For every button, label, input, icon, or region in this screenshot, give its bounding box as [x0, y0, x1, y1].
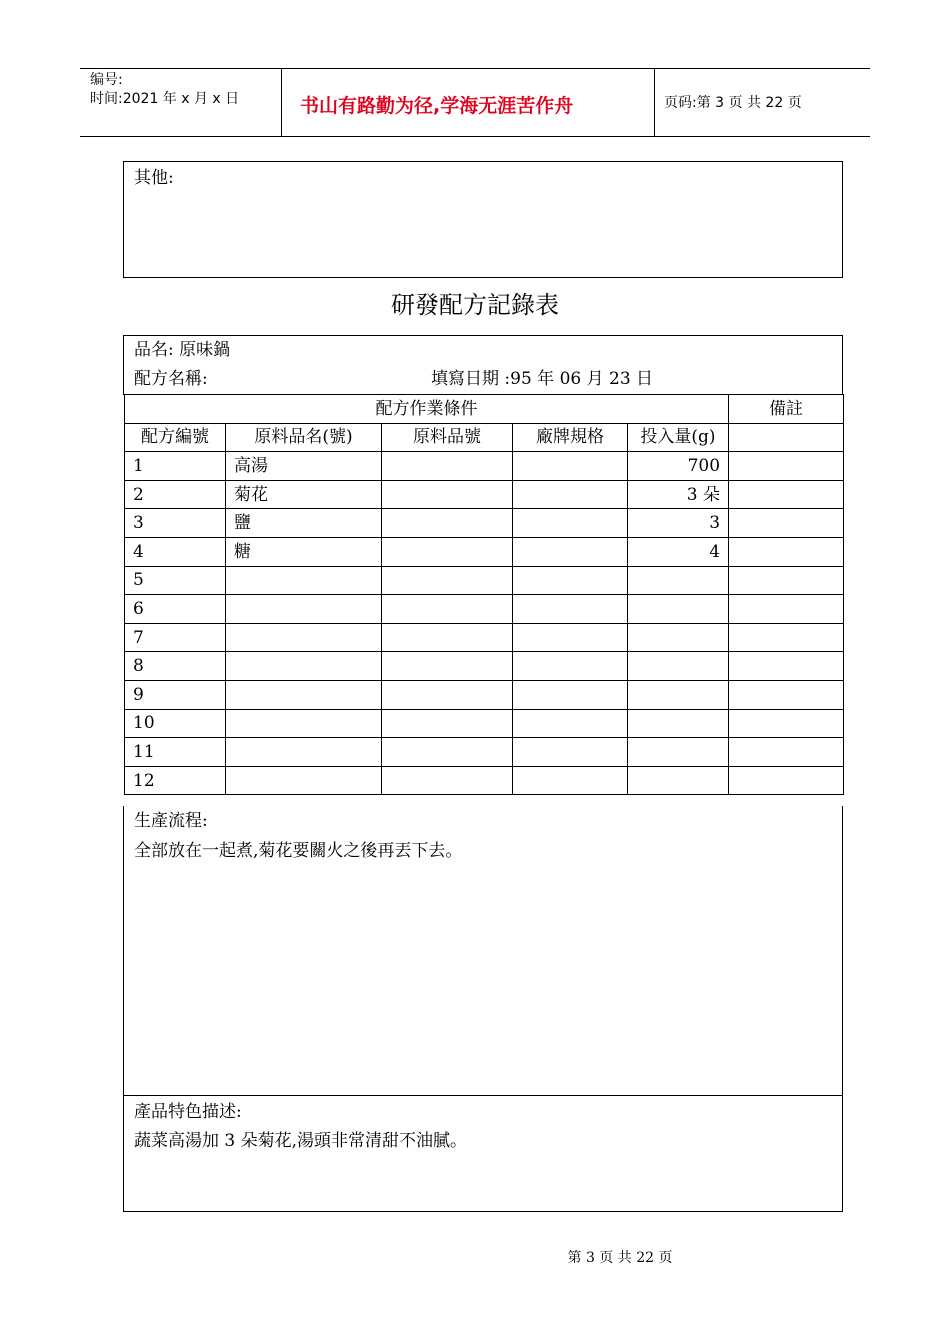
- table-cell: [513, 766, 628, 795]
- table-row: [125, 738, 844, 767]
- table-cell: [513, 480, 628, 509]
- table-cell: [513, 595, 628, 624]
- table-cell: [226, 680, 382, 709]
- table-cell: [382, 480, 513, 509]
- table-cell: 3 朵: [628, 480, 729, 509]
- table-cell: [226, 709, 382, 738]
- table-cell: 4: [125, 537, 226, 566]
- table-cell: [628, 680, 729, 709]
- table-cell: [729, 480, 844, 509]
- table-cell: 700: [628, 452, 729, 481]
- table-row: [125, 452, 844, 481]
- table-cell: 鹽: [226, 509, 382, 538]
- recipe-table: [124, 394, 844, 795]
- remarks-header-cell: 備註: [729, 395, 844, 424]
- table-row: [125, 566, 844, 595]
- table-cell: [226, 595, 382, 624]
- table-cell: [226, 738, 382, 767]
- table-cell: 8: [125, 652, 226, 681]
- table-cell: [382, 738, 513, 767]
- table-cell: [628, 595, 729, 624]
- table-cell: 10: [125, 709, 226, 738]
- table-cell: [729, 566, 844, 595]
- table-cell: 5: [125, 566, 226, 595]
- table-cell: 2: [125, 480, 226, 509]
- footer-page-number: 第 3 页 共 22 页: [567, 1250, 673, 1266]
- column-header: 原料品名(號): [226, 423, 382, 452]
- header-divider-left: [281, 68, 282, 136]
- table-row: [125, 480, 844, 509]
- table-cell: 11: [125, 738, 226, 767]
- table-cell: [513, 680, 628, 709]
- table-cell: 高湯: [226, 452, 382, 481]
- table-cell: 菊花: [226, 480, 382, 509]
- table-cell: [226, 652, 382, 681]
- table-cell: [382, 652, 513, 681]
- table-cell: 6: [125, 595, 226, 624]
- table-cell: [729, 509, 844, 538]
- table-cell: 12: [125, 766, 226, 795]
- table-cell: [628, 766, 729, 795]
- table-column-header-row: [125, 423, 844, 452]
- header-time-label: 时间:2021 年 x 月 x 日: [90, 91, 240, 107]
- table-cell: [513, 738, 628, 767]
- table-cell: [226, 566, 382, 595]
- column-header: 原料品號: [382, 423, 513, 452]
- product-name-label: 品名: 原味鍋: [134, 340, 231, 360]
- other-box: [123, 161, 843, 278]
- table-cell: [382, 623, 513, 652]
- table-row: [125, 509, 844, 538]
- process-label: 生產流程:: [134, 811, 208, 831]
- table-row: [125, 766, 844, 795]
- table-cell: [628, 738, 729, 767]
- table-cell: [729, 537, 844, 566]
- table-cell: [628, 566, 729, 595]
- formula-name-label: 配方名稱:: [134, 369, 208, 389]
- header-top-rule: [80, 68, 870, 69]
- table-cell: [513, 709, 628, 738]
- table-cell: 1: [125, 452, 226, 481]
- section-header-cell: 配方作業條件: [125, 395, 729, 424]
- table-cell: [513, 452, 628, 481]
- table-cell: [382, 452, 513, 481]
- process-box: [123, 806, 843, 1096]
- header-motto: 书山有路勤为径,学海无涯苦作舟: [300, 95, 574, 117]
- table-cell: [382, 566, 513, 595]
- table-cell: [628, 709, 729, 738]
- table-cell: [382, 709, 513, 738]
- features-label: 產品特色描述:: [134, 1102, 242, 1122]
- table-cell: [729, 709, 844, 738]
- table-cell: [513, 623, 628, 652]
- table-cell: [513, 652, 628, 681]
- process-text: 全部放在一起煮,菊花要關火之後再丟下去。: [134, 841, 463, 861]
- header-number-label: 编号:: [90, 72, 123, 88]
- table-cell: [729, 652, 844, 681]
- table-cell: [382, 537, 513, 566]
- table-cell: [382, 680, 513, 709]
- table-cell: 3: [125, 509, 226, 538]
- table-cell: [729, 623, 844, 652]
- table-cell: [382, 509, 513, 538]
- table-cell: [513, 566, 628, 595]
- product-info-box: [123, 335, 843, 395]
- column-header: 投入量(g): [628, 423, 729, 452]
- table-section-row: [125, 395, 844, 424]
- table-cell: [729, 595, 844, 624]
- table-cell: 4: [628, 537, 729, 566]
- table-cell: 糖: [226, 537, 382, 566]
- features-text: 蔬菜高湯加 3 朵菊花,湯頭非常清甜不油膩。: [134, 1131, 468, 1151]
- header-divider-right: [654, 68, 655, 136]
- table-cell: [226, 766, 382, 795]
- features-box: [123, 1095, 843, 1212]
- table-row: [125, 537, 844, 566]
- fill-date-label: 填寫日期 :95 年 06 月 23 日: [431, 369, 654, 389]
- column-header: 廠牌規格: [513, 423, 628, 452]
- table-row: [125, 595, 844, 624]
- table-row: [125, 680, 844, 709]
- table-cell: [513, 509, 628, 538]
- table-cell: 7: [125, 623, 226, 652]
- table-cell: 3: [628, 509, 729, 538]
- column-header: 配方編號: [125, 423, 226, 452]
- table-cell: [628, 652, 729, 681]
- other-label: 其他:: [134, 168, 174, 188]
- table-row: [125, 652, 844, 681]
- table-cell: [382, 595, 513, 624]
- table-cell: [729, 766, 844, 795]
- table-cell: [513, 537, 628, 566]
- table-cell: [628, 623, 729, 652]
- column-header: [729, 423, 844, 452]
- table-cell: 9: [125, 680, 226, 709]
- form-title: 研發配方記錄表: [391, 291, 559, 319]
- table-cell: [226, 623, 382, 652]
- table-cell: [382, 766, 513, 795]
- table-row: [125, 623, 844, 652]
- table-cell: [729, 452, 844, 481]
- table-row: [125, 709, 844, 738]
- table-cell: [729, 680, 844, 709]
- table-cell: [729, 738, 844, 767]
- header-bottom-rule: [80, 136, 870, 137]
- header-page-info: 页码:第 3 页 共 22 页: [664, 95, 802, 111]
